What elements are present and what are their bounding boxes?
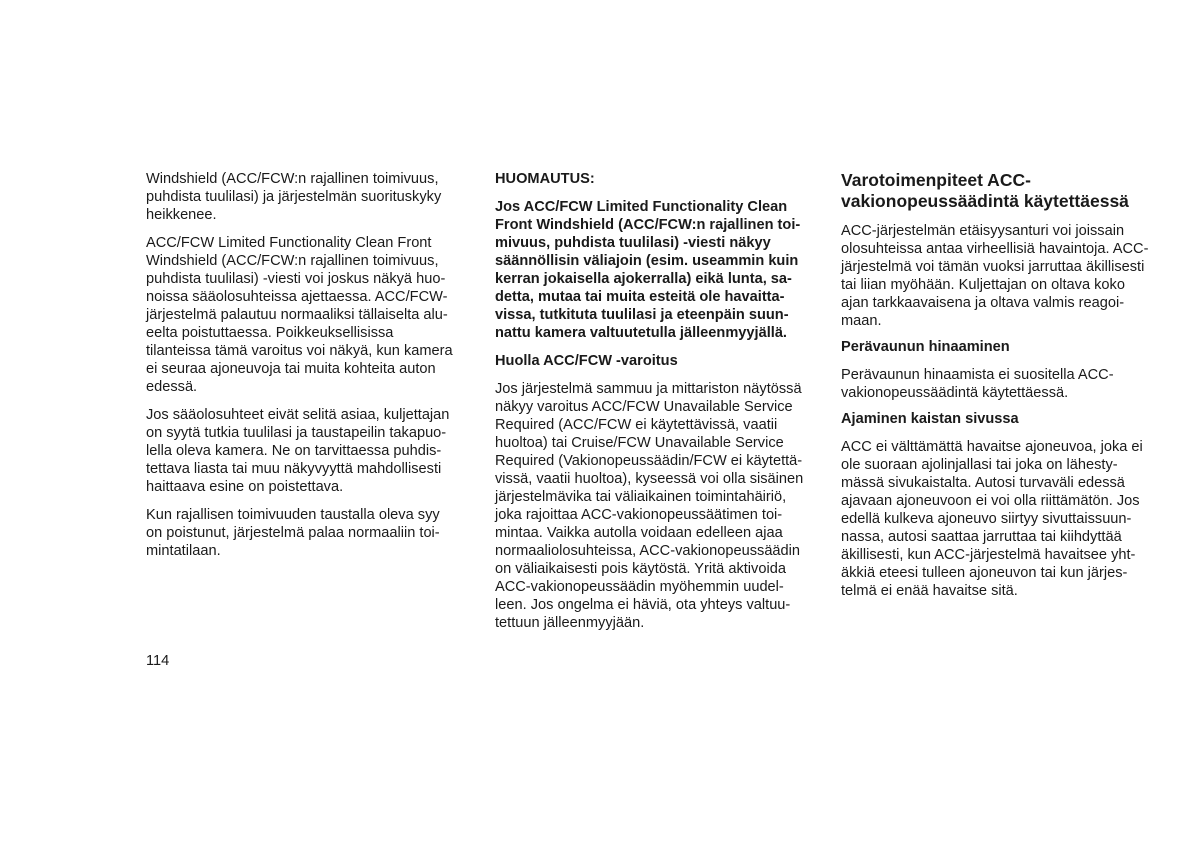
note-body: Jos ACC/FCW Limited Functionality Clean Front Windshield (ACC/FCW:n rajallinen toi- mivuus, puhdista tuulilasi) -viesti näkyy säännöllisin väliajoin (esim. useammin kuin kerran jokaisella ajokerralla) eikä lunta, sa- detta, mutaa tai muita esteitä ole havaitta- vissa, tutkituta tuulilasi ja eteenpäin suun- nattu kamera valtuutetulla jälleenmyyjällä. (495, 199, 801, 341)
subheading-service-warning: Huolla ACC/FCW -varoitus (495, 353, 678, 369)
paragraph: Perävaunun hinaamista ei suositella ACC- vakionopeussäädintä käytettäessä. (841, 367, 1114, 401)
paragraph: ACC-järjestelmän etäisyysanturi voi joissain olosuhteissa antaa virheellisiä havaintoja. ACC- järjestelmä voi tämän vuoksi jarruttaa äkillisesti tai liian myöhään. Kuljettajan on oltava koko ajan tarkkaavaisena ja oltava valmis reagoi- maan. (841, 223, 1149, 329)
paragraph: Kun rajallisen toimivuuden taustalla oleva syy on poistunut, järjestelmä palaa normaaliin toi- mintatilaan. (146, 507, 440, 559)
paragraph: ACC ei välttämättä havaitse ajoneuvoa, joka ei ole suoraan ajolinjallasi tai joka on lähesty- mässä sivukaistalta. Autosi turvaväli edessä ajavaan ajoneuvoon ei voi olla riittämätön. Jos edellä kulkeva ajoneuvo siirtyy sivuttaissuun- nassa, autosi saattaa jarruttaa tai kiihdyttää äkillisesti, kun ACC-järjestelmä havaitsee yht- äkkiä eteesi tulleen ajoneuvon tai kun järjes- telmä ei enää havaitse sitä. (841, 439, 1143, 599)
left-column (146, 170, 458, 570)
paragraph: Jos sääolosuhteet eivät selitä asiaa, kuljettajan on syytä tutkia tuulilasi ja taustapeilin takapuo- lella oleva kamera. Ne on tarvittaessa puhdis- tettava liasta tai muu näkyvyyttä mahdollisesti haittaava esine on poistettava. (146, 407, 450, 495)
right-column (841, 170, 1153, 610)
subheading-offset-driving: Ajaminen kaistan sivussa (841, 411, 1019, 427)
paragraph: ACC/FCW Limited Functionality Clean Front Windshield (ACC/FCW:n rajallinen toimivuus, puhdista tuulilasi) -viesti voi joskus näkyä huo- noissa sääolosuhteissa ajettaessa. ACC/FCW- järjestelmä palautuu normaaliksi tällaiselta alu- eelta poistuttaessa. Poikkeuksellisissa tilanteissa tämä varoitus voi näkyä, kun kamera ei seuraa ajoneuvoja tai muita kohteita auton edessä. (146, 235, 453, 395)
section-title: Varotoimenpiteet ACC- vakionopeussäädintä käytettäessä (841, 170, 1129, 211)
note-heading: HUOMAUTUS: (495, 171, 595, 187)
paragraph: Jos järjestelmä sammuu ja mittariston näytössä näkyy varoitus ACC/FCW Unavailable Service Required (ACC/FCW ei käytettävissä, vaatii huoltoa) tai Cruise/FCW Unavailable Service Required (Vakionopeussäädin/FCW ei käytettä- vissä, vaatii huoltoa), kyseessä voi olla sisäinen järjestelmävika tai väliaikainen toimintahäiriö, joka rajoittaa ACC-vakionopeussäätimen toi- mintaa. Vaikka autolla voidaan edelleen ajaa normaaliolosuhteissa, ACC-vakionopeussäädin on väliaikaisesti pois käytöstä. Yritä aktivoida ACC-vakionopeussäädin myöhemmin uudel- leen. Jos ongelma ei häviä, ota yhteys valtuu- tettuun jälleenmyyjään. (495, 381, 804, 631)
subheading-trailer-towing: Perävaunun hinaaminen (841, 339, 1010, 355)
middle-column (495, 170, 807, 642)
page-number: 114 (146, 653, 170, 669)
paragraph: Windshield (ACC/FCW:n rajallinen toimivuus, puhdista tuulilasi) ja järjestelmän suorituskyky heikkenee. (146, 171, 442, 223)
